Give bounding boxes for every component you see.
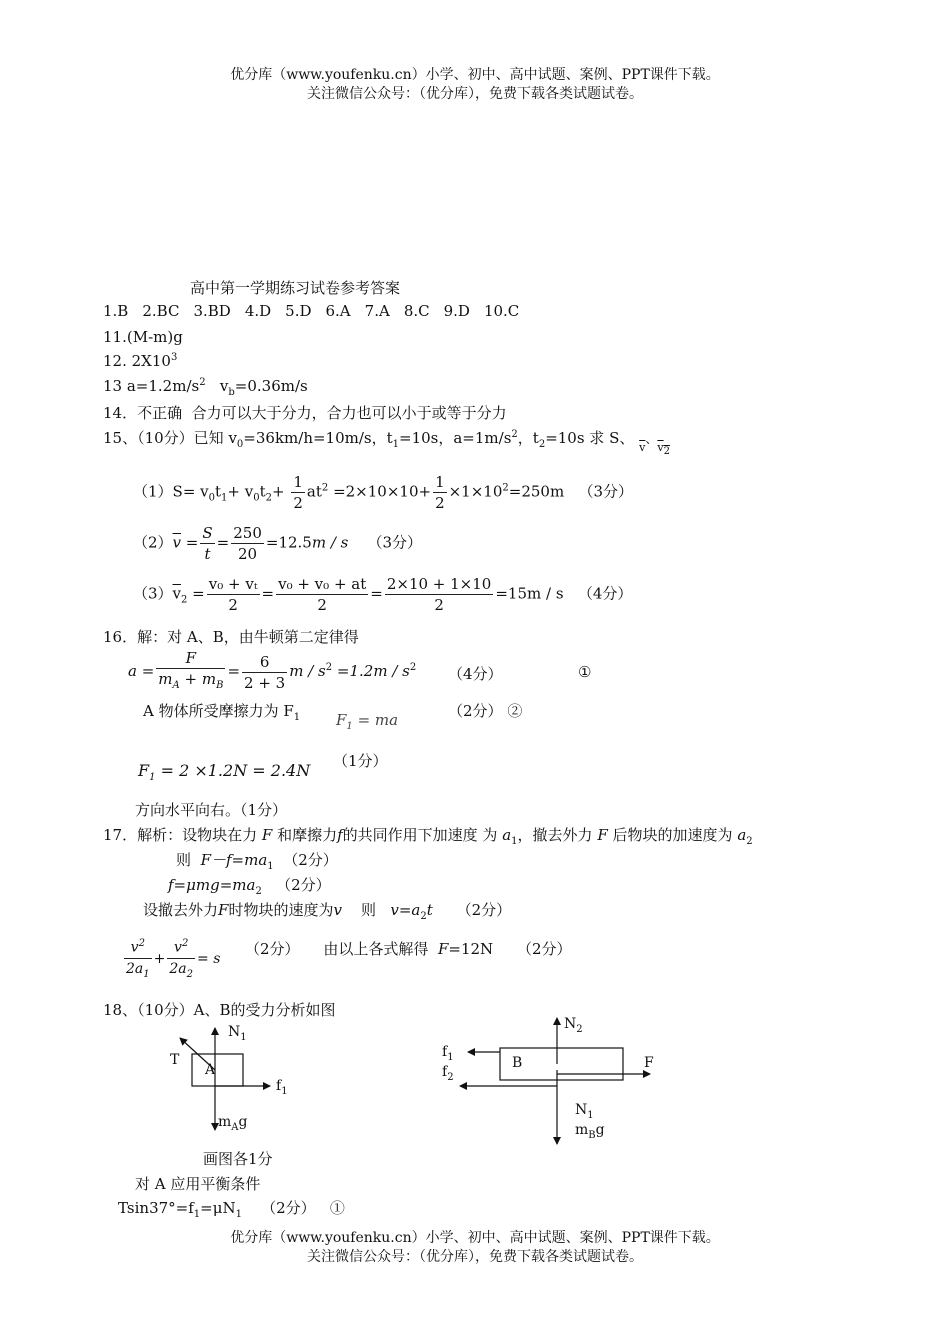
q17-eq4-tail: （2分） 由以上各式解得 F=12N （2分） [245,940,572,958]
v2bar-symbol: v2 [657,441,670,458]
fraction-F-over-mass: $\frac{F}{m_A + m_B}$ [158,649,224,691]
mc-answer: 2.BC [142,302,180,320]
label-f1-b: $f_1$ [442,1044,454,1063]
q16-f1-eq: $F_1$ = ma [336,711,399,732]
q18-apply: 对 A 应用平衡条件 [135,1175,261,1193]
header-line-2: 关注微信公众号：（优分库），免费下载各类试题试卷。 [307,86,643,102]
fraction-6-over-5: $\frac{6}{2 + 3}$ [244,652,286,692]
fraction-v0-vt: $\frac{\text{v₀ + vₜ}}{2}$ [208,575,258,614]
label-f2-b: $f_2$ [442,1064,454,1083]
q15-line1: $(1)S= v_0t_1+ v_0t_2+$ $\frac{1}{2}$ $at^2 =2\times 10\times 10+$ $\frac{1}{2}$ $\times 1\times 10^2=250m$ （3分） [133,473,634,512]
label-n2: $N_2$ [564,1016,583,1035]
mc-answer: 7.A [364,302,390,320]
q16-head: 16．解：对 A、B，由牛顿第二定律得 [103,628,359,646]
page-title: 高中第一学期练习试卷参考答案 [190,279,401,297]
fraction-v2-over-2a2: $\frac{v^2}{2a_2}$ [167,934,195,984]
block-a [192,1054,243,1086]
mc-answer: 9.D [443,302,470,320]
vbar-symbol: v [639,441,646,454]
q15-line2: $(2)\overline{v}$ = $\frac{S}{t}$ = $\frac{250}{20}$ =12.5m / s （3分） [133,524,422,563]
fraction-half: $\frac{1}{2}$ [293,473,303,512]
q16-score3: （1分） [333,752,388,770]
q16-f1-value: $F_1 = 2 \times 1.2N = 2.4N$ [138,761,311,784]
q18-draw-note: 画图各1分 [203,1150,273,1168]
q17-eq3: 设撤去外力F时物块的速度为v 则 $v=a_2t$ （2分） [143,901,512,922]
mc-answer: 10.C [483,302,520,320]
label-f1: $f_1$ [276,1078,288,1097]
q16-circle1: ① [578,663,592,681]
label-a: A [205,1062,216,1078]
mc-answer: 3.BD [193,302,231,320]
fraction-numeric: $\frac{2\times 10 + 1\times 10}{2}$ [386,575,492,614]
footer-line-1: 优分库（www.youfenku.cn）小学、初中、高中试题、案例、PPT课件下载。 [230,1230,720,1246]
q13-answer: 13 $a=1.2m/s^2$ $v_b=0.36m/s$ [103,377,308,398]
q18-eq: $Tsin37^\circ=f_1=\mu N_1$ （2分） ① [118,1199,345,1220]
fraction-250-20: $\frac{250}{20}$ [233,524,262,563]
mc-answer: 6.A [325,302,351,320]
q16-eq1: a = $\frac{F}{m_A + m_B}$ = $\frac{6}{2 + 3}$ $m / s^2 =1.2m / s^2$ [128,648,416,696]
label-n1-b: $N_1$ [575,1102,594,1121]
force-diagram-a [160,1020,300,1150]
q17-head: 17．解析：设物块在力 F 和摩擦力f的共同作用下加速度 为 $a_1$，撤去外力 F 后物块的加速度为 $a_2$ [103,826,753,847]
mc-answers [103,302,533,320]
q16-score1: （4分） [448,665,503,683]
label-b: B [512,1055,523,1071]
fraction-s-over-t: $\frac{S}{t}$ [202,524,213,563]
q15-line3: $(3)\overline{v}_2$ = $\frac{\text{v₀ + vₜ}}{2}$ = $\frac{\text{v₀ + v₀ + at}}{2}$ = $\frac{2\times 10 + 1\times 10}{2}$ =15m / s （4分） [133,575,633,614]
mc-answer: 5.D [285,302,312,320]
footer-line-2: 关注微信公众号：（优分库），免费下载各类试题试卷。 [307,1249,643,1265]
fraction-half-2: $\frac{1}{2}$ [435,473,445,512]
label-t: T [170,1052,180,1068]
label-mbg: $m_Bg$ [575,1122,605,1141]
force-diagram-b-svg [440,1012,670,1152]
q18-head: 18、（10分）A、B的受力分析如图 [103,1001,336,1019]
header-line-1: 优分库（www.youfenku.cn）小学、初中、高中试题、案例、PPT课件下载。 [230,67,720,83]
mc-answer: 8.C [403,302,430,320]
mc-answer: 1.B [103,302,129,320]
q11-answer: 11.(M-m)g [103,328,183,346]
label-n1: $N_1$ [228,1024,247,1043]
fraction-v2-over-2a1: $\frac{v^2}{2a_1}$ [124,934,152,984]
label-f: F [644,1055,654,1071]
q17-eq2: $f=\mu mg=ma_2$ （2分） [168,876,331,897]
q16-friction-text: A 物体所受摩擦力为 $F_1$ [143,702,301,723]
label-mag: $m_Ag$ [218,1114,248,1133]
q16-direction: 方向水平向右。（1分） [135,801,288,819]
mc-answer: 4.D [244,302,272,320]
q14-answer: 14．不正确 合力可以大于分力，合力也可以小于或等于分力 [103,404,507,422]
fraction-v0-at: $\frac{\text{v₀ + v₀ + at}}{2}$ [278,575,367,614]
q12-answer: 12. $2X10^3$ [103,352,178,370]
q17-eq4: $\frac{v^2}{2a_1}$ + $\frac{v^2}{2a_2}$ = s [122,934,220,984]
force-diagram-b [440,1012,670,1152]
q17-eq1: 则 $F-f=ma_1$ （2分） [176,851,338,872]
q16-score2: （2分） ② [448,702,523,720]
q15-given: 15、（10分）已知 $v_0=36km/h=10m/s$，$t_1=10s$，$a=1m/s^2$，$t_2=10s$ 求 S、 $_{\overline{v}}$、$_{v_2}$ [103,429,670,458]
